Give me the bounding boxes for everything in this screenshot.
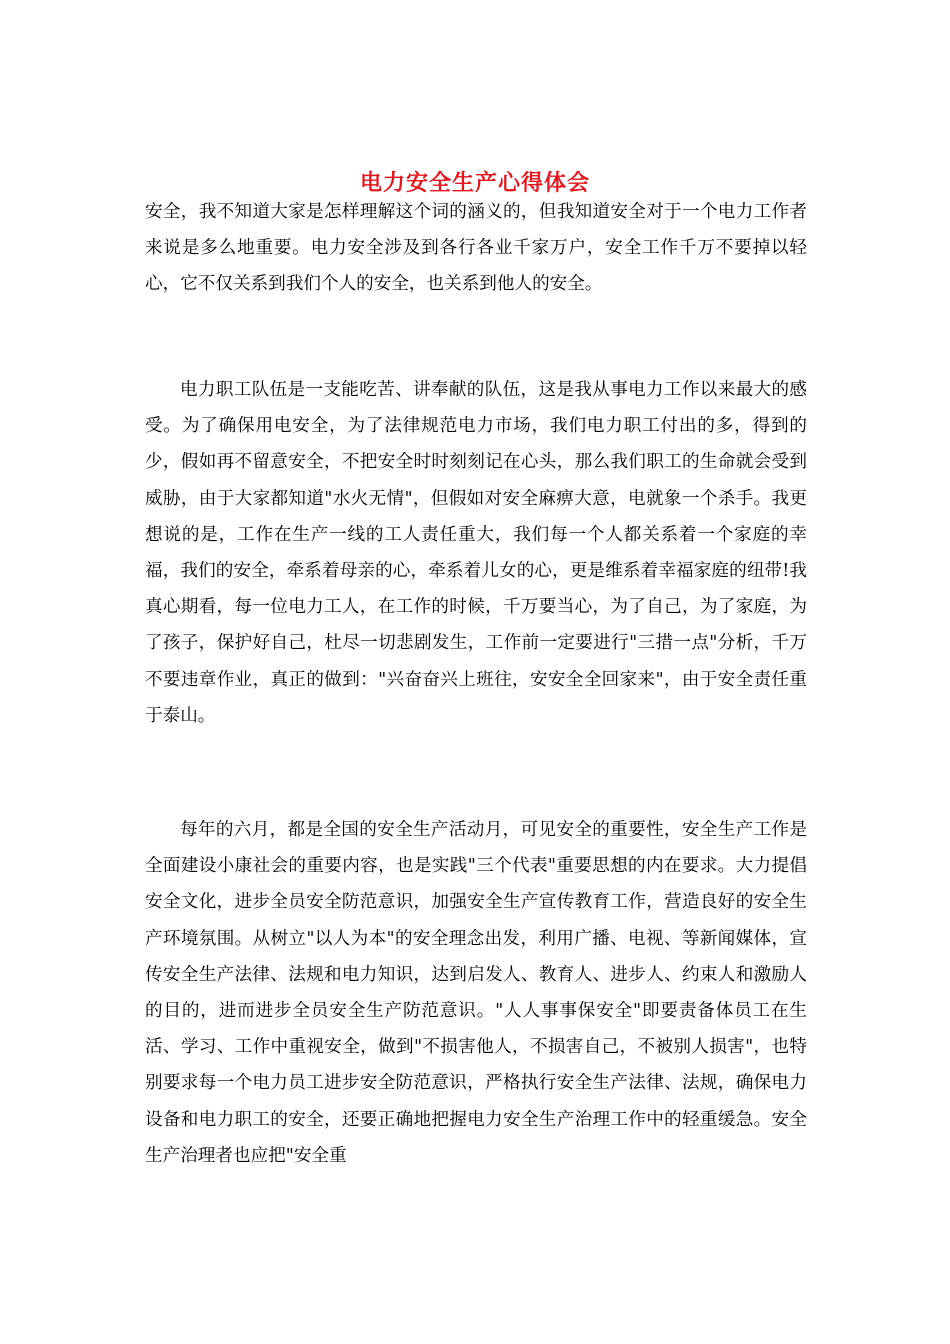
paragraph-safety-month: 每年的六月，都是全国的安全生产活动月，可见安全的重要性，安全生产工作是全面建设小康社会的重要内容，也是实践"三个代表"重要思想的内在要求。大力提倡安全文化，进步全员安全防范意识，加强安全生产宣传教育工作，营造良好的安全生产环境氛围。从树立"以人为本"的安全理念出发，利用广播、电视、等新闻媒体，宣传安全生产法律、法规和电力知识，达到启发人、教育人、进步人、约束人和激励人的目的，进而进步全员安全生产防范意识。"人人事事保安全"即要责备体员工在生活、学习、工作中重视安全，做到"不损害他人，不损害自己，不被别人损害"，也特别要求每一个电力员工进步安全防范意识，严格执行安全生产法律、法规，确保电力设备和电力职工的安全，还要正确地把握电力安全生产治理工作中的轻重缓急。安全生产治理者也应把"安全重 <box>145 820 807 1166</box>
paragraph-workforce: 电力职工队伍是一支能吃苦、讲奉献的队伍，这是我从事电力工作以来最大的感受。为了确保用电安全，为了法律规范电力市场，我们电力职工付出的多，得到的少，假如再不留意安全，不把安全时时刻刻记在心头，那么我们职工的生命就会受到威胁，由于大家都知道"水火无情"，但假如对安全麻痹大意，电就象一个杀手。我更想说的是，工作在生产一线的工人责任重大，我们每一个人都关系着一个家庭的幸福，我们的安全，牵系着母亲的心，牵系着儿女的心，更是维系着幸福家庭的纽带!我真心期看，每一位电力工人，在工作的时候，千万要当心，为了自己，为了家庭，为了孩子，保护好自己，杜尽一切悲剧发生，工作前一定要进行"三措一点"分析，千万不要违章作业，真正的做到："兴奋奋兴上班往，安安全全回家来"，由于安全责任重于泰山。 <box>145 380 807 726</box>
paragraph-intro: 安全，我不知道大家是怎样理解这个词的涵义的，但我知道安全对于一个电力工作者来说是多么地重要。电力安全涉及到各行各业千家万户，安全工作千万不要掉以轻心，它不仅关系到我们个人的安全，也关系到他人的安全。 <box>145 202 807 295</box>
document-title: 电力安全生产心得体会 <box>359 169 590 196</box>
